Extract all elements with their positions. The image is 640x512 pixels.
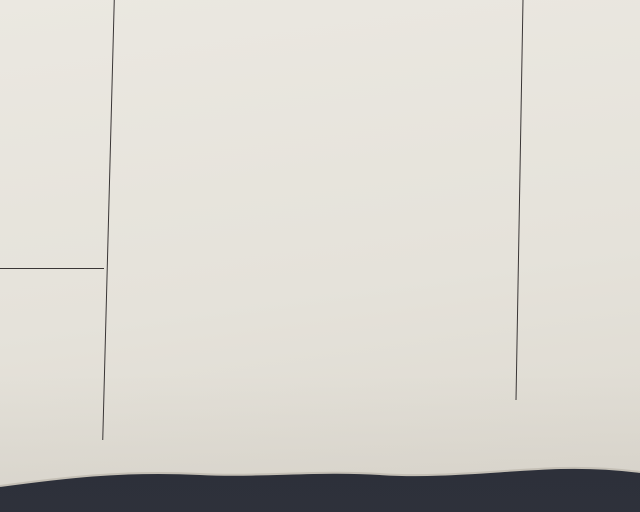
column-separator-rule — [0, 268, 104, 269]
